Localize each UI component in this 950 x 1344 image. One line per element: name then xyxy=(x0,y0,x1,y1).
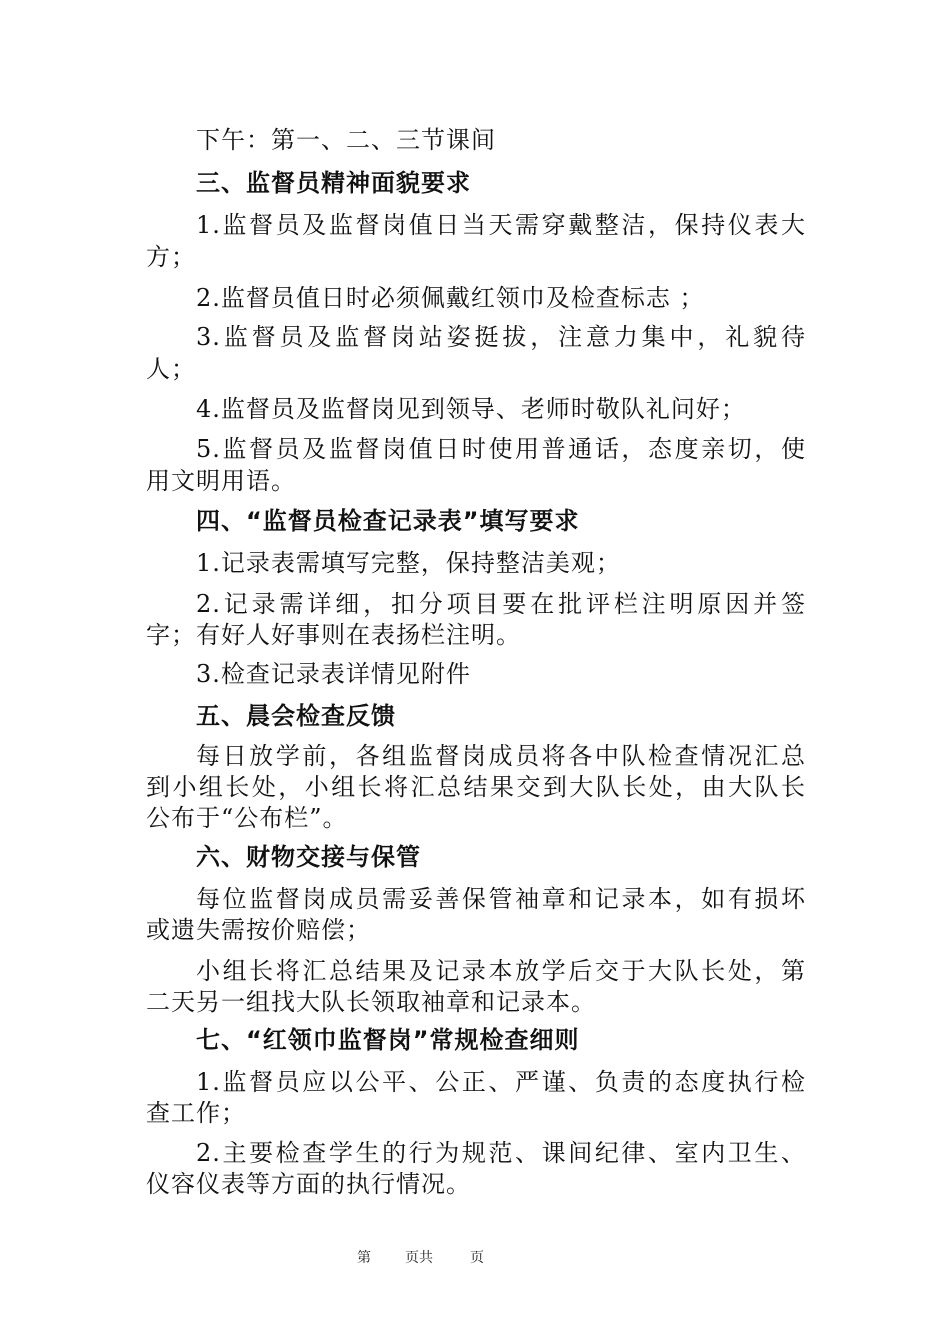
paragraph-line: 方； xyxy=(146,243,196,271)
footer-page-suffix: 页 xyxy=(470,1250,484,1266)
paragraph-line: 或遗失需按价赔偿； xyxy=(146,916,371,944)
section-heading: 五、晨会检查反馈 xyxy=(196,702,396,730)
paragraph-line: 3.监督员及监督岗站姿挺拔，注意力集中，礼貌待 xyxy=(196,323,806,351)
paragraph-line: 5.监督员及监督岗值日时使用普通话，态度亲切，使 xyxy=(196,435,806,463)
paragraph-line: 下午：第一、二、三节课间 xyxy=(196,126,496,154)
paragraph-line: 2.主要检查学生的行为规范、课间纪律、室内卫生、 xyxy=(196,1139,806,1167)
paragraph-line: 字；有好人好事则在表扬栏注明。 xyxy=(146,621,521,649)
paragraph-line: 1.监督员应以公平、公正、严谨、负责的态度执行检 xyxy=(196,1068,806,1096)
paragraph-line: 到小组长处，小组长将汇总结果交到大队长处，由大队长 xyxy=(146,773,806,801)
paragraph-line: 仪容仪表等方面的执行情况。 xyxy=(146,1170,471,1198)
paragraph-line: 4.监督员及监督岗见到领导、老师时敬队礼问好； xyxy=(196,395,746,423)
paragraph-line: 小组长将汇总结果及记录本放学后交于大队长处，第 xyxy=(196,957,806,985)
section-heading: 四、“监督员检查记录表”填写要求 xyxy=(196,507,580,535)
footer-page-middle: 页共 xyxy=(405,1250,433,1266)
section-heading: 七、“红领巾监督岗”常规检查细则 xyxy=(196,1026,580,1054)
paragraph-line: 二天另一组找大队长领取袖章和记录本。 xyxy=(146,988,596,1016)
paragraph-line: 2.监督员值日时必须佩戴红领巾及检查标志 ； xyxy=(196,284,705,312)
paragraph-line: 3.检查记录表详情见附件 xyxy=(196,660,471,688)
paragraph-line: 查工作； xyxy=(146,1099,246,1127)
section-heading: 六、财物交接与保管 xyxy=(196,843,421,871)
footer-page-prefix: 第 xyxy=(357,1250,371,1266)
paragraph-line: 1.记录表需填写完整，保持整洁美观； xyxy=(196,549,621,577)
paragraph-line: 每日放学前，各组监督岗成员将各中队检查情况汇总 xyxy=(196,742,806,770)
paragraph-line: 公布于“公布栏”。 xyxy=(146,804,348,832)
section-heading: 三、监督员精神面貌要求 xyxy=(196,169,471,197)
paragraph-line: 人； xyxy=(146,355,196,383)
paragraph-line: 用文明用语。 xyxy=(146,467,296,495)
paragraph-line: 1.监督员及监督岗值日当天需穿戴整洁，保持仪表大 xyxy=(196,211,806,239)
paragraph-line: 每位监督岗成员需妥善保管袖章和记录本，如有损坏 xyxy=(196,885,806,913)
paragraph-line: 2.记录需详细，扣分项目要在批评栏注明原因并签 xyxy=(196,590,806,618)
